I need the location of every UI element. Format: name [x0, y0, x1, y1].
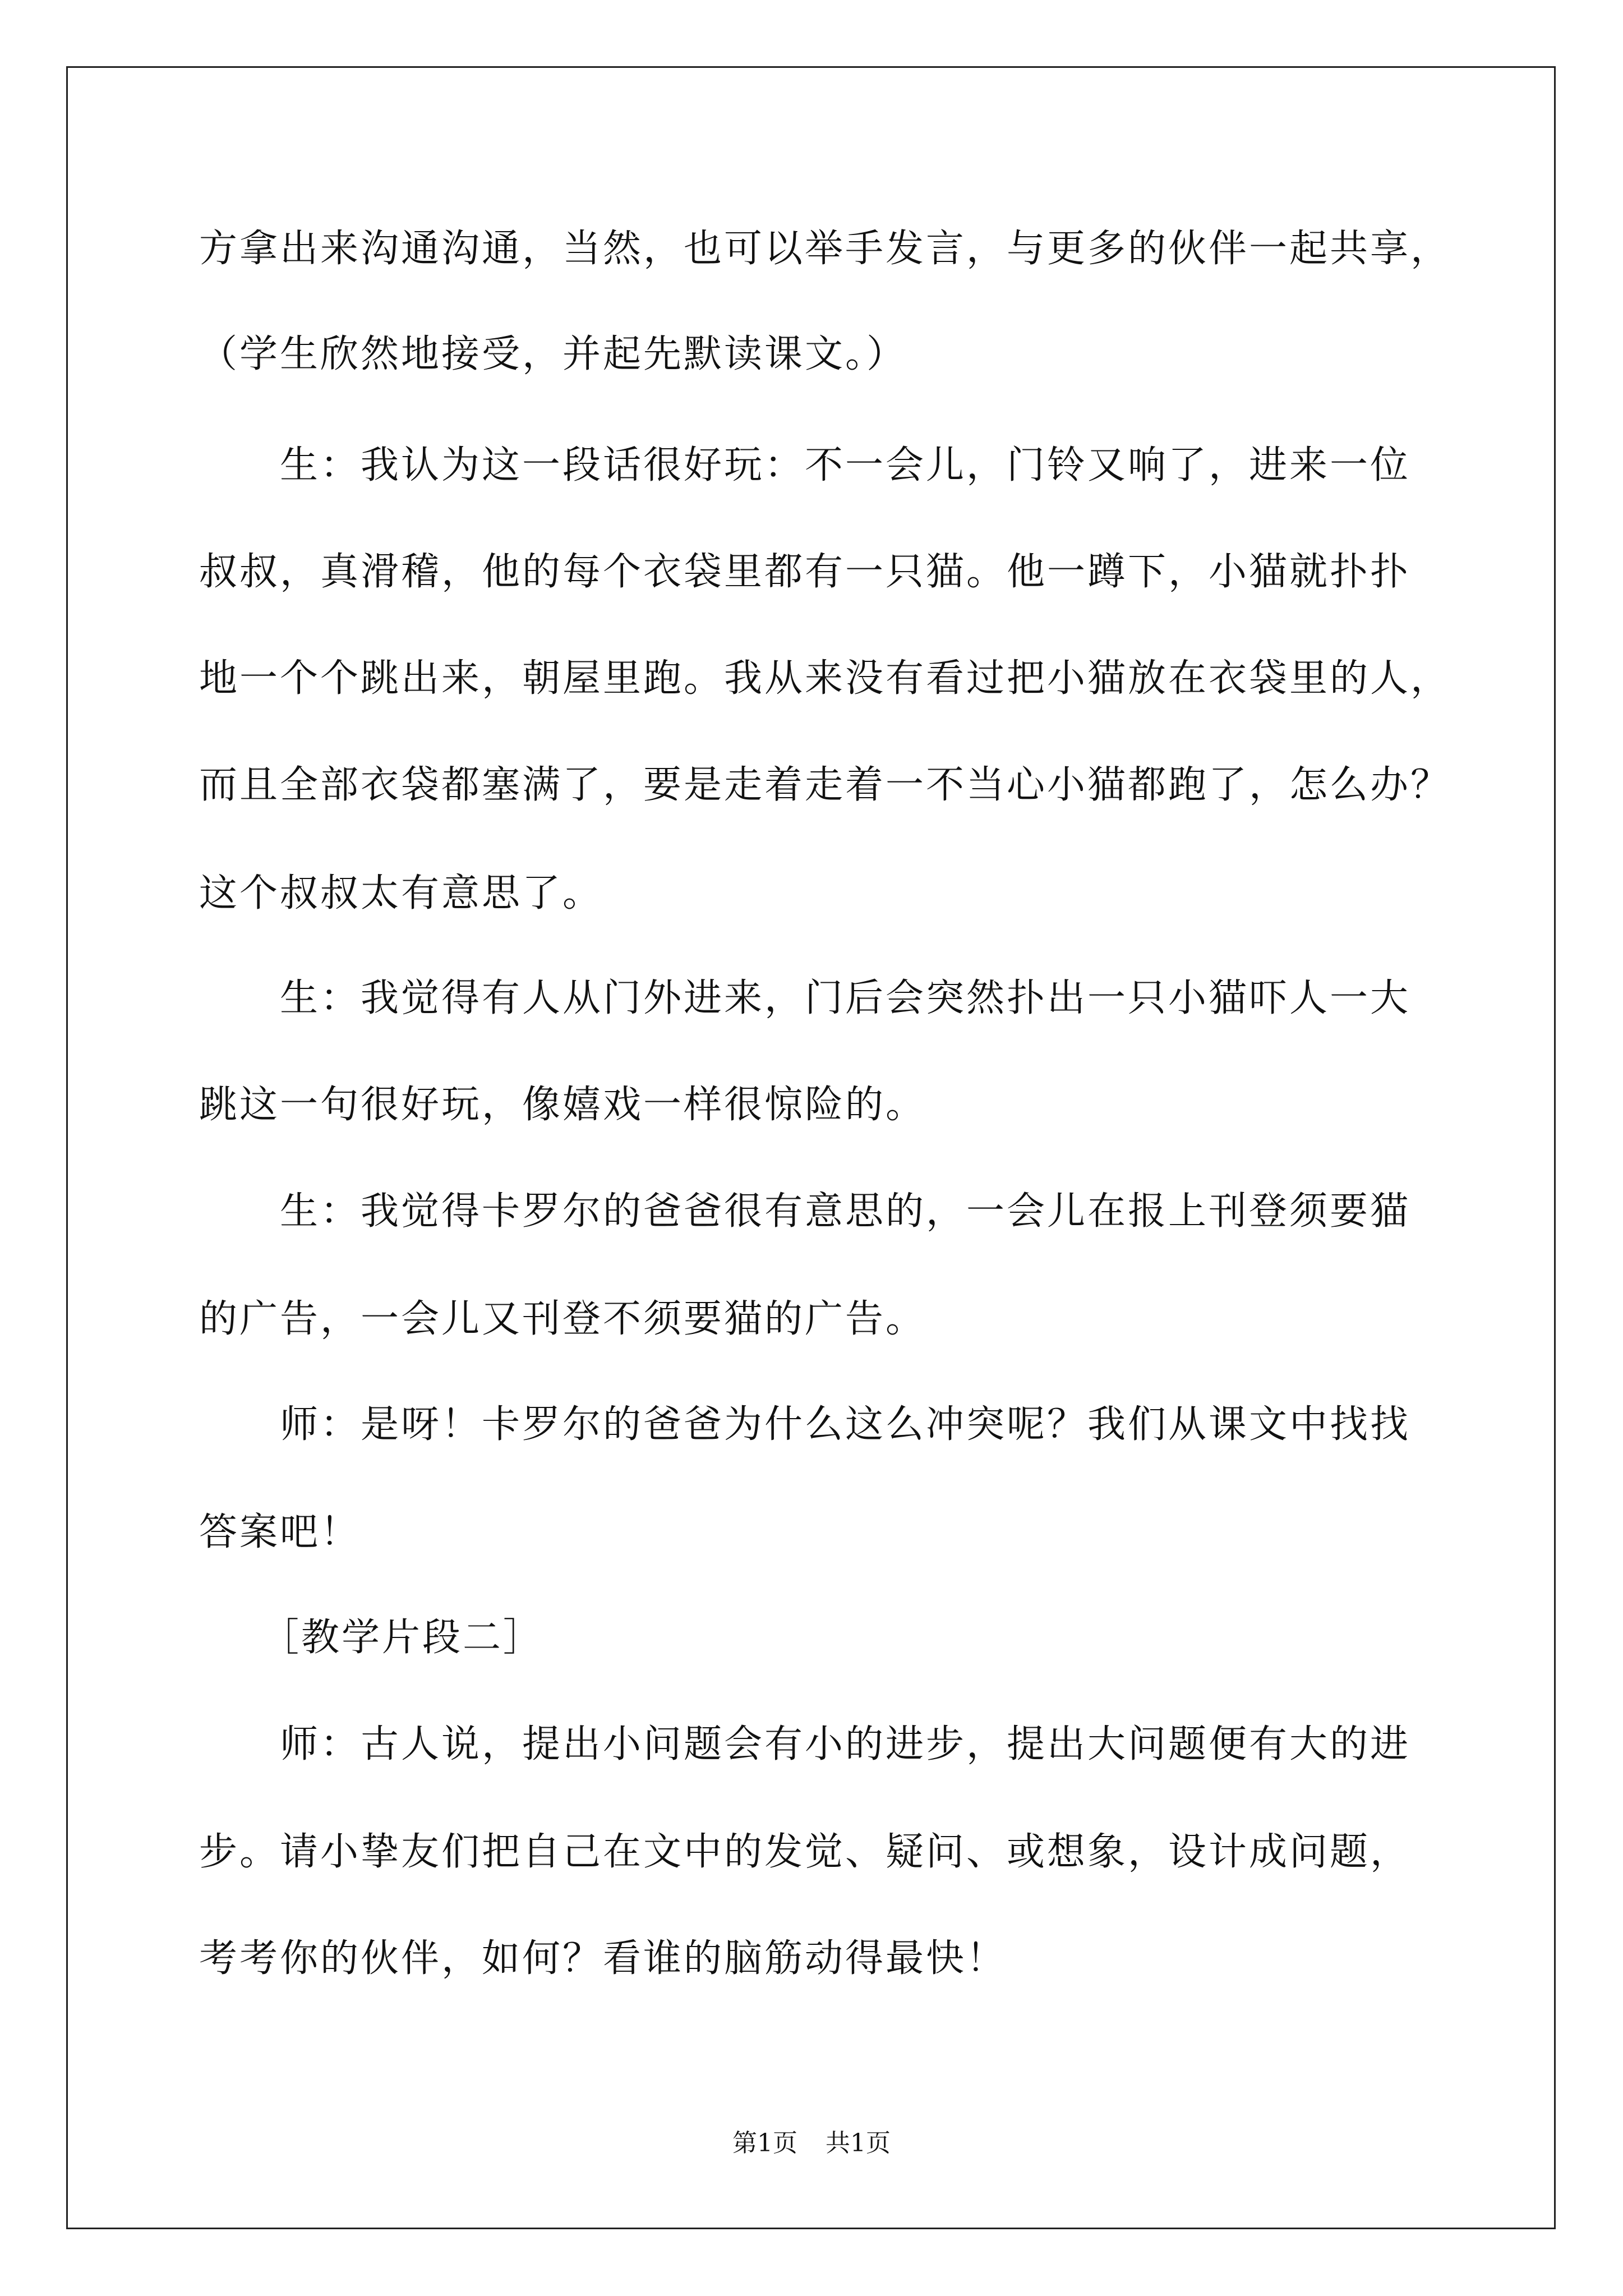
text-line: 答案吧！ [199, 1510, 361, 1554]
text-line: 步。请小挚友们把自己在文中的发觉、疑问、或想象，设计成问题， [199, 1830, 1411, 1874]
text-line: 师：古人说，提出小问题会有小的进步，提出大问题便有大的进 [199, 1722, 1411, 1766]
page-border [66, 66, 1556, 2229]
text-line: 生：我觉得有人从门外进来，门后会突然扑出一只小猫吓人一大 [199, 976, 1411, 1020]
text-line: 而且全部衣袋都塞满了，要是走着走着一不当心小猫都跑了，怎么办？ [199, 763, 1451, 807]
text-line: 师：是呀！卡罗尔的爸爸为什么这么冲突呢？我们从课文中找找 [199, 1402, 1411, 1447]
text-line: 考考你的伙伴，如何？看谁的脑筋动得最快！ [199, 1936, 1007, 1981]
page-total: 共1页 [826, 2129, 891, 2157]
text-line: 叔叔，真滑稽，他的每个衣袋里都有一只猫。他一蹲下，小猫就扑扑 [199, 550, 1411, 594]
page-footer [0, 2129, 1623, 2158]
text-line: 这个叔叔太有意思了。 [199, 871, 603, 915]
section-heading: ［教学片段二］ [199, 1616, 544, 1660]
text-line: 的广告，一会儿又刊登不须要猫的广告。 [199, 1297, 926, 1341]
text-line: 生：我认为这一段话很好玩：不一会儿，门铃又响了，进来一位 [199, 443, 1411, 487]
text-line: 地一个个跳出来，朝屋里跑。我从来没有看过把小猫放在衣袋里的人， [199, 656, 1451, 701]
page-number: 第1页 [732, 2129, 797, 2157]
text-line: 跳这一句很好玩，像嬉戏一样很惊险的。 [199, 1083, 926, 1127]
text-line: 方拿出来沟通沟通，当然，也可以举手发言，与更多的伙伴一起共享， [199, 227, 1451, 271]
text-line: 生：我觉得卡罗尔的爸爸很有意思的，一会儿在报上刊登须要猫 [199, 1189, 1411, 1234]
text-line: （学生欣然地接受，并起先默读课文。） [199, 332, 907, 376]
